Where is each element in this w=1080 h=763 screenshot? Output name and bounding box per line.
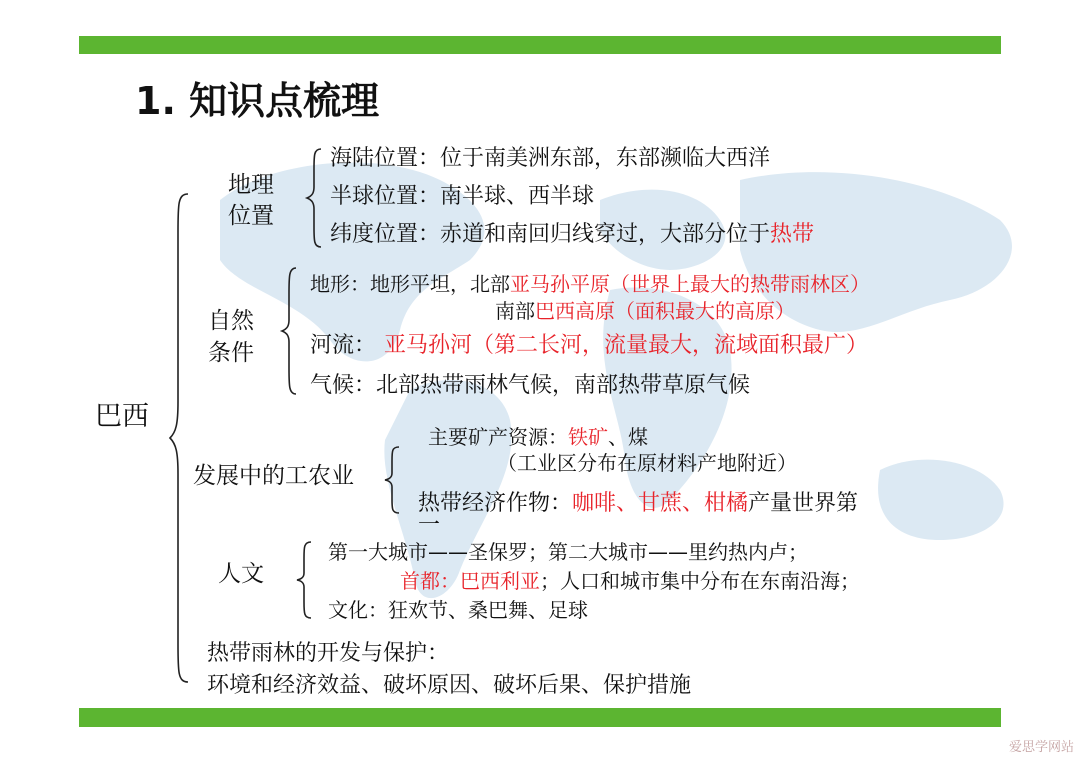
industry-crops-rank-text: 产量世界第	[748, 491, 859, 516]
amazon-river-highlight: 亚马孙河（第二长河，流量最大，流域面积最广）	[384, 333, 869, 358]
nature-terrain-line1	[310, 274, 870, 294]
industry-brace	[383, 445, 403, 515]
nature-label-line1: 自然	[208, 308, 254, 334]
nature-river-line	[310, 335, 868, 357]
nature-terrain-text: 地形：地形平坦，北部	[310, 272, 510, 296]
industry-crops-line	[418, 493, 858, 515]
forest-topics-line: 环境和经济效益、破坏原因、破坏后果、保护措施	[207, 673, 692, 698]
geo-sea-land-position: 海陆位置：位于南美洲东部，东部濒临大西洋	[330, 146, 771, 171]
industry-coal-text: 、煤	[608, 425, 648, 449]
capital-highlight: 首都：巴西利亚	[400, 569, 540, 593]
human-culture-line: 文化：狂欢节、桑巴舞、足球	[328, 598, 588, 622]
nature-terrain-line2	[495, 301, 795, 321]
human-population-text: ；人口和城市集中分布在东南沿海；	[540, 569, 860, 593]
nature-brace	[280, 266, 300, 396]
human-label: 人文	[218, 561, 264, 587]
nature-label-line2: 条件	[208, 340, 254, 366]
nature-river-text: 河流：	[310, 333, 377, 358]
root-node-brazil: 巴西	[95, 401, 149, 432]
industry-crops-line-wrap: 一	[418, 513, 441, 538]
page-title: 1. 知识点梳理	[135, 79, 380, 123]
industry-minerals-line	[428, 427, 648, 447]
geo-latitude-highlight: 热带	[770, 222, 815, 247]
crops-highlight: 咖啡、甘蔗、柑橘	[572, 491, 749, 516]
industry-crops-text: 热带经济作物：	[418, 491, 573, 516]
industry-minerals-text: 主要矿产资源：	[428, 425, 568, 449]
nature-climate-line: 气候：北部热带雨林气候，南部热带草原气候	[310, 373, 751, 398]
nature-terrain-south-text: 南部	[495, 299, 535, 323]
geo-label-line2: 位置	[228, 203, 274, 229]
top-green-bar	[79, 36, 1001, 54]
bottom-green-bar	[79, 708, 1001, 727]
human-capital-line	[400, 571, 860, 591]
site-watermark: 爱思学网站	[1008, 740, 1074, 755]
industry-label: 发展中的工农业	[193, 463, 354, 489]
forest-title-line: 热带雨林的开发与保护：	[207, 641, 450, 666]
geo-latitude-position	[330, 224, 814, 246]
geo-latitude-text: 纬度位置：赤道和南回归线穿过，大部分位于	[330, 222, 771, 247]
human-brace	[295, 540, 315, 620]
industry-location-note: （工业区分布在原材料产地附近）	[497, 451, 797, 475]
geo-hemisphere-position: 半球位置：南半球、西半球	[330, 184, 595, 209]
geo-label-line1: 地理	[228, 172, 274, 198]
brazil-plateau-highlight: 巴西高原（面积最大的高原）	[535, 299, 795, 323]
human-cities-line: 第一大城市——圣保罗；第二大城市——里约热内卢；	[328, 540, 808, 564]
geo-brace	[305, 147, 325, 249]
amazon-plain-highlight: 亚马孙平原（世界上最大的热带雨林区）	[510, 272, 870, 296]
main-brace	[168, 192, 192, 684]
iron-ore-highlight: 铁矿	[568, 425, 608, 449]
